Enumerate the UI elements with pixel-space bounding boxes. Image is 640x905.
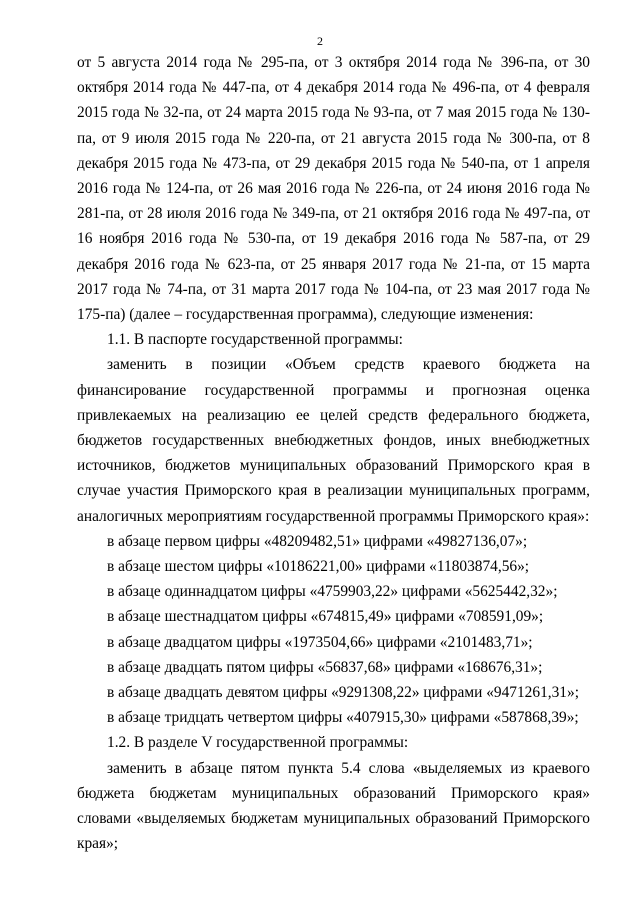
document-body [77,50,590,857]
paragraph-amendments-list: от 5 августа 2014 года № 295-па, от 3 октября 2014 года № 396-па, от 30 октября 2014 года № 447-па, от 4 декабря 2014 года № 496-па, от 4 февраля 2015 года № 32-па, от 24 марта 2015 года № 93-па, от 7 мая 2015 года № 130-па, от 9 июля 2015 года № 220-па, от 21 августа 2015 года № 300-па, от 8 декабря 2015 года № 473-па, от 29 декабря 2015 года № 540-па, от 1 апреля 2016 года № 124-па, от 26 мая 2016 года № 226-па, от 24 июня 2016 года № 281-па, от 28 июля 2016 года № 349-па, от 21 октября 2016 года № 497-па, от 16 ноября 2016 года № 530-па, от 19 декабря 2016 года № 587-па, от 29 декабря 2016 года № 623-па, от 25 января 2017 года № 21-па, от 15 марта 2017 года № 74-па, от 31 марта 2017 года № 104-па, от 23 мая 2017 года № 175-па) (далее – государственная программа), следующие изменения: [77,54,590,324]
paragraph-abzac-29: в абзаце двадцать девятом цифры «9291308,22» цифрами «9471261,31»; [107,684,579,702]
paragraph-abzac-25: в абзаце двадцать пятом цифры «56837,68» цифрами «168676,31»; [107,658,543,676]
page-number: 2 [317,34,323,48]
paragraph-abzac-1: в абзаце первом цифры «48209482,51» цифрами «49827136,07»; [107,532,528,550]
paragraph-replace-words: заменить в абзаце пятом пункта 5.4 слова «выделяемых из краевого бюджета бюджетам муниципальных образований Приморского края» словами «выделяемых бюджетам муниципальных образований Приморского края»; [77,759,590,853]
paragraph-section-1-1: 1.1. В паспорте государственной программы: [107,331,403,349]
paragraph-section-1-2: 1.2. В разделе V государственной программы: [107,734,409,752]
paragraph-abzac-6: в абзаце шестом цифры «10186221,00» цифрами «11803874,56»; [107,558,530,576]
paragraph-abzac-16: в абзаце шестнадцатом цифры «674815,49» цифрами «708591,09»; [107,608,544,626]
paragraph-replace-position: заменить в позиции «Объем средств краевого бюджета на финансирование государственной программы и прогнозная оценка привлекаемых на реализацию ее целей средств федерального бюджета, бюджетов государственных внебюджетных фондов, иных внебюджетных источников, бюджетов муниципальных образований Приморского края в случае участия Приморского края в реализации муниципальных программ, аналогичных мероприятиям государственной программы Приморского края»: [77,356,590,525]
paragraph-abzac-20: в абзаце двадцатом цифры «1973504,66» цифрами «2101483,71»; [107,633,533,651]
paragraph-abzac-11: в абзаце одиннадцатом цифры «4759903,22» цифрами «5625442,32»; [107,583,558,601]
paragraph-abzac-34: в абзаце тридцать четвертом цифры «407915,30» цифрами «587868,39»; [107,709,579,727]
